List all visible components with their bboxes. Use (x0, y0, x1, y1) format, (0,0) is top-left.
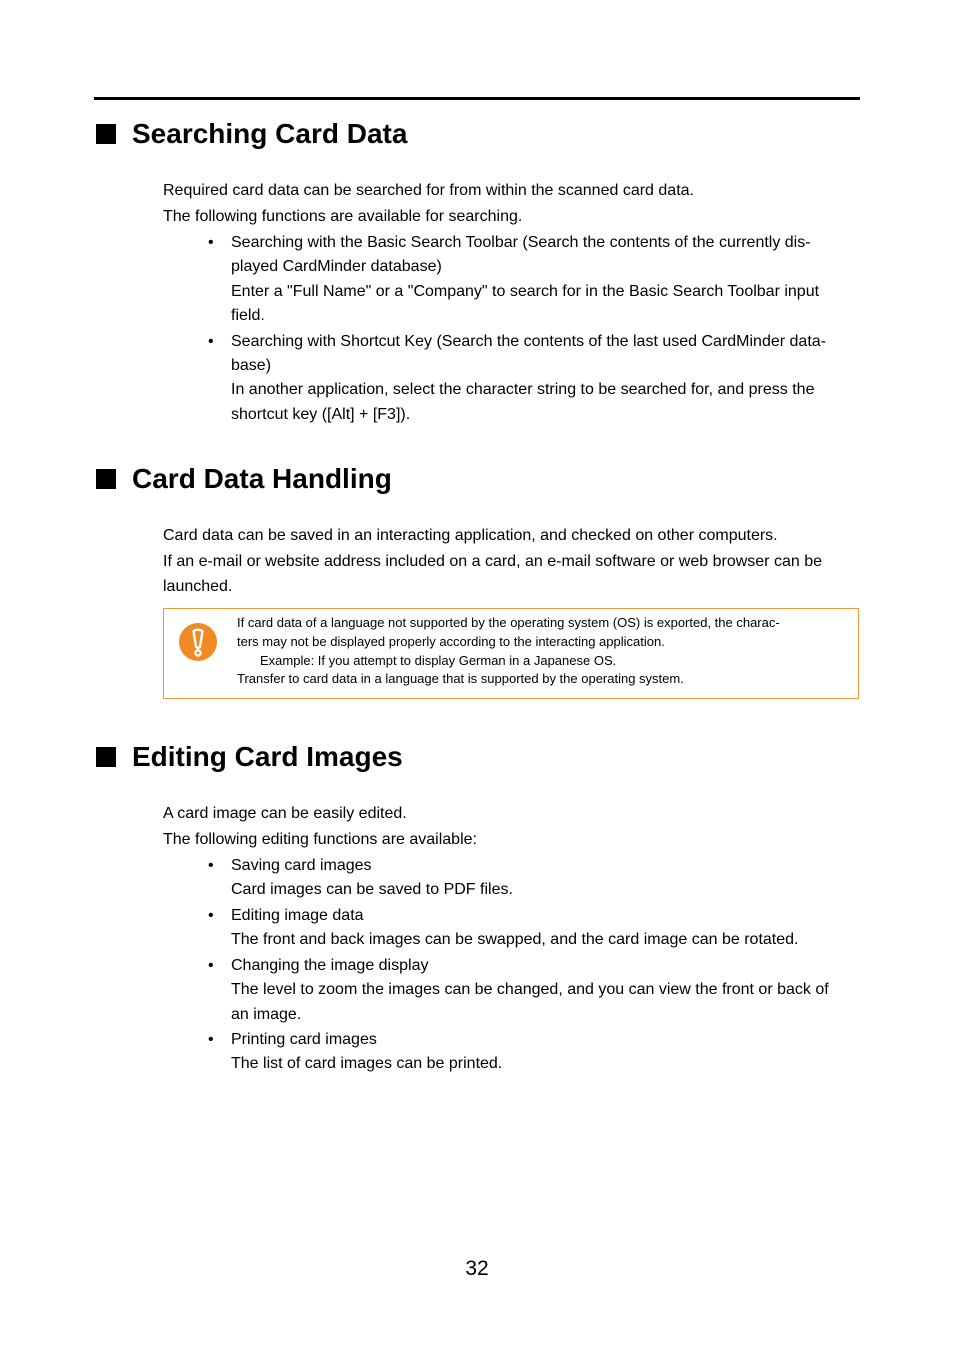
section-title: Card Data Handling (132, 463, 392, 494)
bullet-icon: • (208, 1031, 214, 1048)
bullet-icon: • (208, 857, 214, 874)
list-item-line: The level to zoom the images can be changed, and you can view the front or back of (231, 981, 829, 998)
bullet-icon: • (208, 957, 214, 974)
paragraph: Required card data can be searched for from within the scanned card data. (163, 182, 694, 199)
list-item-line: base) (231, 357, 272, 374)
section-title: Editing Card Images (132, 741, 403, 772)
bullet-icon: • (208, 333, 214, 350)
list-item-line: Enter a "Full Name" or a "Company" to search for in the Basic Search Toolbar input (231, 283, 820, 300)
note-line: Example: If you attempt to display German in a Japanese OS. (260, 653, 617, 668)
caution-note (163, 608, 859, 699)
square-bullet-icon (96, 469, 116, 489)
paragraph: If an e-mail or website address included on a card, an e-mail software or web browser can be (163, 553, 822, 570)
list-item-line: Editing image data (231, 907, 364, 924)
list-item-line: Printing card images (231, 1031, 377, 1048)
paragraph: A card image can be easily edited. (163, 805, 407, 822)
list-item-line: Changing the image display (231, 957, 429, 974)
list-item-line: Card images can be saved to PDF files. (231, 881, 513, 898)
bullet-icon: • (208, 907, 214, 924)
list-item-line: The front and back images can be swapped, and the card image can be rotated. (231, 931, 799, 948)
list-item-line: The list of card images can be printed. (231, 1055, 503, 1072)
list-item-line: shortcut key ([Alt] + [F3]). (231, 406, 411, 423)
note-line: ters may not be displayed properly according to the interacting application. (237, 634, 665, 649)
page-number: 32 (465, 1257, 489, 1280)
paragraph: The following editing functions are available: (163, 831, 477, 848)
list-item-line: Searching with Shortcut Key (Search the contents of the last used CardMinder data- (231, 333, 826, 350)
paragraph: launched. (163, 578, 233, 595)
section-title: Searching Card Data (132, 118, 408, 149)
list-item-line: In another application, select the character string to be searched for, and press the (231, 381, 815, 398)
caution-icon (178, 622, 218, 662)
section-heading-editing (96, 740, 403, 774)
paragraph: Card data can be saved in an interacting application, and checked on other computers. (163, 527, 778, 544)
list-item-line: Searching with the Basic Search Toolbar (Search the contents of the currently dis- (231, 234, 811, 251)
note-line: If card data of a language not supported by the operating system (OS) is exported, the charac- (237, 615, 780, 630)
square-bullet-icon (96, 124, 116, 144)
list-item-line: Saving card images (231, 857, 372, 874)
paragraph: The following functions are available for searching. (163, 208, 523, 225)
square-bullet-icon (96, 747, 116, 767)
top-rule (94, 97, 860, 100)
bullet-icon: • (208, 234, 214, 251)
list-item-line: an image. (231, 1006, 302, 1023)
list-item-line: played CardMinder database) (231, 258, 442, 275)
section-heading-handling (96, 462, 392, 496)
section-heading-searching (96, 117, 407, 151)
note-line: Transfer to card data in a language that is supported by the operating system. (237, 671, 684, 686)
list-item-line: field. (231, 307, 265, 324)
